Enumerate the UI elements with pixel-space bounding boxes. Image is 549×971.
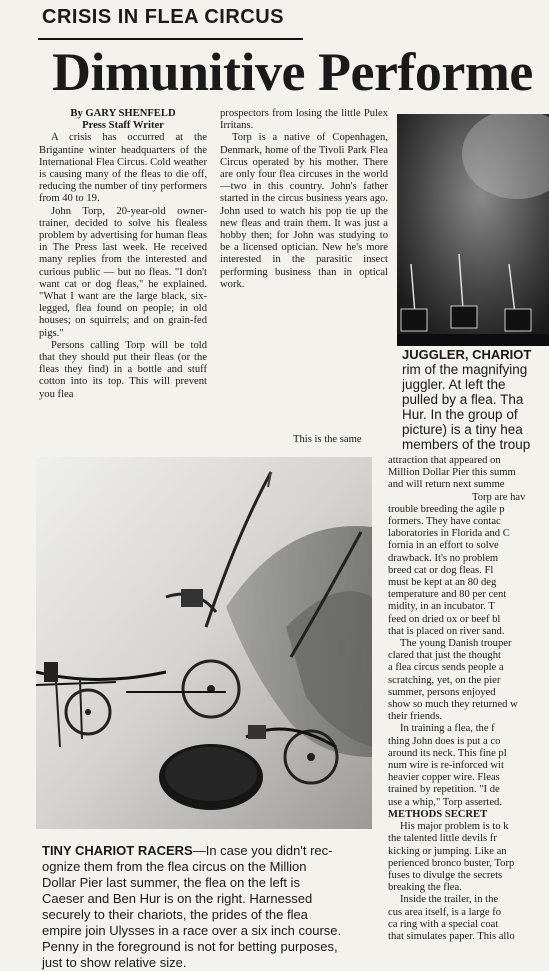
- column-line: around its neck. This fine pl: [388, 747, 507, 759]
- column-line: scratching, yet, on the pier: [388, 674, 501, 686]
- column-line: must be kept at an 80 deg: [388, 577, 497, 589]
- right-caption-body: [402, 362, 549, 452]
- article-column-1: [39, 108, 207, 401]
- continuation-text: This is the same: [293, 434, 362, 445]
- caption-line: just to show relative size.: [42, 955, 187, 970]
- column-line: formers. They have contac: [388, 516, 501, 528]
- caption-line: Penny in the foreground is not for betting purposes,: [42, 939, 338, 954]
- column-line: laboratories in Florida and C: [388, 528, 510, 540]
- caption-line: rim of the magnifying: [402, 362, 528, 377]
- caption-line: empire join Ulysses in a race over a six inch course.: [42, 923, 342, 938]
- chariot-racers-photo: [36, 457, 372, 829]
- paragraph: John Torp, 20-year-old owner-trainer, decided to solve his flealess problem by advertising for human fleas in The Press last week. He received many replies from the interested and curious public — but no fleas. "I don't want cat or dog fleas," he explained. "What I want are the large black, six-legged, flea found on people; in old houses; on squirrels; and on grain-fed pigs.": [39, 205, 207, 339]
- juggler-chariot-photo: [397, 114, 549, 346]
- article-column-2: [220, 108, 388, 291]
- main-headline: Dimunitive Performe: [52, 42, 533, 102]
- caption-line: Dollar Pier last summer, the flea on the left is: [42, 875, 300, 890]
- caption-line: juggler. At left the: [402, 377, 506, 392]
- column-line: cus area itself, is a large fo: [388, 906, 502, 918]
- bottom-caption: [42, 843, 378, 971]
- column-line: and will return next summe: [388, 479, 505, 491]
- column-line: Torp are hav: [472, 491, 526, 503]
- column-line: num wire is re-inforced wit: [388, 760, 504, 772]
- column-line: His major problem is to k: [400, 821, 509, 833]
- column-line: trouble breeding the agile p: [388, 503, 505, 515]
- caption-line: pulled by a flea. Tha: [402, 392, 524, 407]
- column-line: The young Danish trouper: [400, 638, 512, 650]
- column-line: feed on dried ox or beef bl: [388, 613, 501, 625]
- column-line: the talented little devils fr: [388, 833, 497, 845]
- column-line: Inside the trailer, in the: [400, 894, 499, 906]
- byline-role: Press Staff Writer: [82, 120, 164, 132]
- caption-line: securely to their chariots, the prides of the flea: [42, 907, 308, 922]
- column-line: that simulates paper. This allo: [388, 930, 515, 942]
- column-line: that is placed on river sand.: [388, 625, 505, 637]
- column-line: use a whip," Torp asserted.: [388, 796, 503, 808]
- paragraph: Torp is a native of Copenhagen, Denmark, home of the Tivoli Park Flea Circus operated by his mother. There are only four flea circuses in the world—two in this country. John's father started in the circus business years ago. John used to watch his pop tie up the new fleas and train them. It was just a hobby then; for John was studying to be a licensed optician. New he's more interested in the parasitic insect performing business than in optical work.: [220, 132, 388, 290]
- byline-author: By GARY SHENFELD: [70, 108, 176, 119]
- column-line: midity, in an incubator. T: [388, 601, 495, 613]
- column-line: temperature and 80 per cent: [388, 589, 507, 601]
- paragraph: Persons calling Torp will be told that they should put their fleas (or the fleas they find) in a bottle and stuff cotton into its top. This will prevent you flea: [39, 339, 207, 400]
- column-line: perienced bronco buster, Torp: [388, 857, 515, 869]
- caption-line: members of the troup: [402, 437, 531, 452]
- column-line: clared that just the thought: [388, 650, 501, 662]
- column-line: fuses to divulge the secrets: [388, 869, 503, 881]
- paragraph: A crisis has occurred at the Brigantine winter headquarters of the International Flea Circus. Cold weather is causing many of the fleas to die off, reducing the number of tiny performers from 40 to 19.: [39, 132, 207, 205]
- column-line: their friends.: [388, 711, 443, 723]
- caption-line: picture) is a tiny hea: [402, 422, 523, 437]
- column-line: In training a flea, the f: [400, 723, 495, 735]
- caption-line: ognize them from the flea circus on the Million: [42, 859, 307, 874]
- caption-text: —In case you didn't rec-: [192, 843, 333, 858]
- column-line: fornia in an effort to solve: [388, 540, 499, 552]
- column-line: thing John does is put a co: [388, 735, 501, 747]
- paragraph: prospectors from losing the little Pulex Irritans.: [220, 108, 388, 132]
- column-line: breed cat or dog fleas. Fl: [388, 564, 494, 576]
- right-caption-title: JUGGLER, CHARIOT: [402, 347, 532, 362]
- column-line: trained by repetition. "I de: [388, 784, 500, 796]
- column-line: attraction that appeared on: [388, 455, 501, 466]
- column-line: a flea circus sends people a: [388, 662, 504, 674]
- caption-line: Caeser and Ben Hur is on the right. Harnessed: [42, 891, 313, 906]
- column-line: drawback. It's no problem: [388, 552, 499, 564]
- section-subhead: METHODS SECRET: [388, 808, 488, 820]
- column-line: kicking or jumping. Like an: [388, 845, 507, 857]
- column-line: heavier copper wire. Fleas: [388, 772, 500, 784]
- column-line: breaking the flea.: [388, 882, 462, 894]
- caption-line: Hur. In the group of: [402, 407, 518, 422]
- kicker-headline: CRISIS IN FLEA CIRCUS: [42, 6, 284, 28]
- column-line: Million Dollar Pier this summ: [388, 467, 516, 479]
- article-column-3: [388, 455, 549, 943]
- column-line: ca ring with a special coat: [388, 918, 499, 930]
- caption-line: [42, 843, 378, 859]
- column-line: show so much they returned w: [388, 699, 518, 711]
- column-line: summer, persons enjoyed: [388, 686, 496, 698]
- caption-title: TINY CHARIOT RACERS: [42, 843, 193, 858]
